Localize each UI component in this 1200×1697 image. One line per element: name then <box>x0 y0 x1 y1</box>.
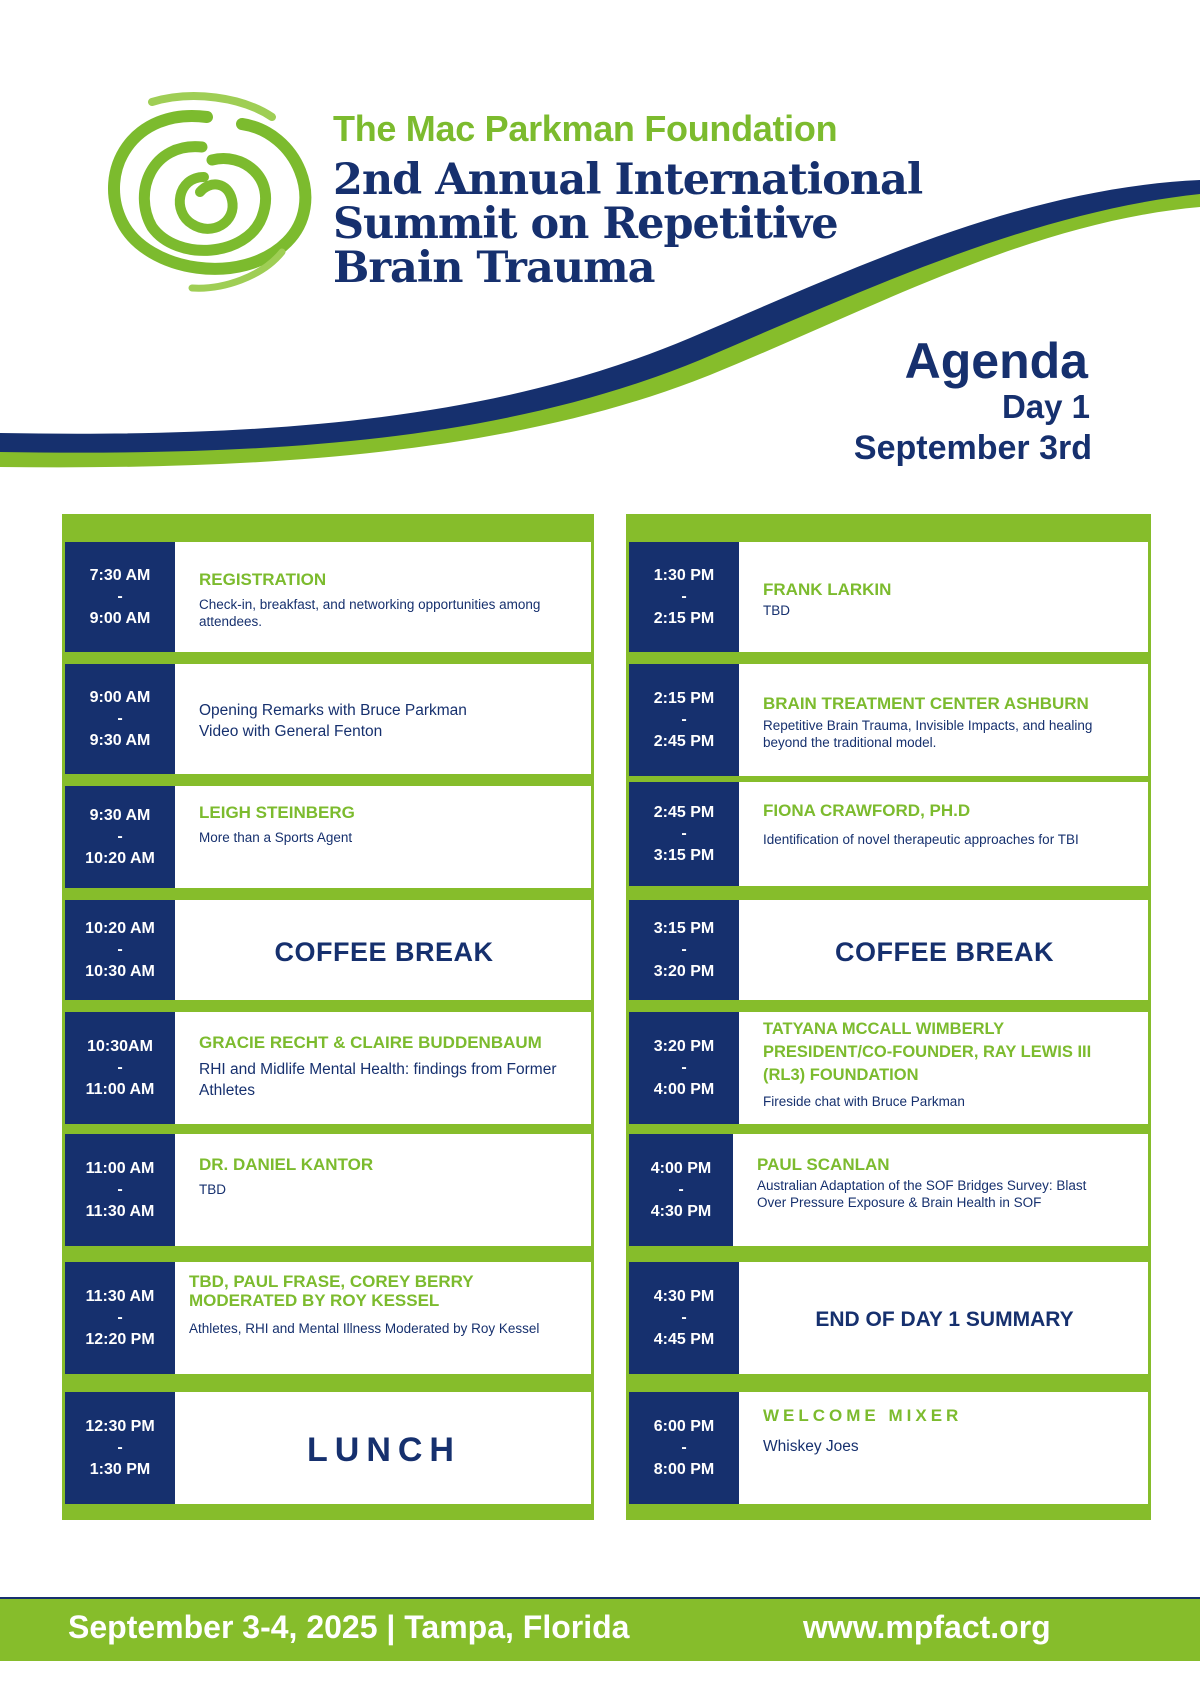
schedule-row <box>65 542 591 652</box>
start-time: 4:30 PM <box>653 1288 715 1305</box>
session-title: DR. DANIEL KANTOR <box>199 1155 374 1174</box>
session-details <box>175 786 591 888</box>
session-title: WELCOME MIXER <box>763 1406 963 1425</box>
session-description: TBD <box>763 603 790 618</box>
end-time: 3:15 PM <box>653 847 715 864</box>
session-title: FRANK LARKIN <box>763 580 892 599</box>
session-details <box>175 664 591 774</box>
schedule-row <box>629 1012 1148 1124</box>
session-details <box>739 1012 1148 1124</box>
session-description: Video with General Fenton <box>199 723 383 740</box>
session-details <box>739 782 1148 886</box>
session-description: TBD <box>199 1182 226 1197</box>
time-slot <box>629 900 739 1000</box>
end-time: 4:45 PM <box>653 1331 715 1348</box>
session-title: TATYANA MCCALL WIMBERLY PRESIDENT/CO-FOUNDER, RAY LEWIS III (RL3) FOUNDATION <box>763 1020 1092 1084</box>
schedule-row <box>65 900 591 1000</box>
session-details <box>739 1392 1148 1504</box>
schedule-row <box>65 786 591 888</box>
time-slot <box>629 782 739 886</box>
schedule-row <box>629 782 1148 886</box>
session-details <box>739 664 1148 776</box>
start-time: 4:00 PM <box>650 1160 712 1177</box>
session-description: Opening Remarks with Bruce Parkman <box>199 702 467 719</box>
start-time: 9:30 AM <box>89 807 151 824</box>
start-time: 11:00 AM <box>85 1160 155 1177</box>
summit-title <box>333 155 923 293</box>
coffee-break-title: COFFEE BREAK <box>834 936 1054 967</box>
end-time: 4:30 PM <box>650 1203 712 1220</box>
start-time: 3:20 PM <box>653 1038 715 1055</box>
session-details <box>175 1012 591 1124</box>
session-details <box>739 900 1148 1000</box>
end-time: 3:20 PM <box>653 963 715 980</box>
footer-dates-location: September 3-4, 2025 | Tampa, Florida <box>68 1609 630 1645</box>
time-slot <box>65 542 175 652</box>
session-title: REGISTRATION <box>199 569 327 589</box>
end-time: 8:00 PM <box>653 1461 715 1478</box>
time-dash: - <box>117 941 123 958</box>
time-dash: - <box>117 588 123 605</box>
spiral-logo <box>92 92 322 292</box>
schedule-row <box>629 1134 1148 1246</box>
time-slot <box>629 1012 739 1124</box>
schedule-row <box>65 1134 591 1246</box>
start-time: 2:45 PM <box>653 804 715 821</box>
end-time: 10:20 AM <box>85 850 155 867</box>
start-time: 7:30 AM <box>89 567 151 584</box>
time-slot <box>629 1134 733 1246</box>
time-dash: - <box>117 710 123 727</box>
end-time: 2:45 PM <box>653 733 715 750</box>
time-slot <box>65 1392 175 1504</box>
start-time: 10:30AM <box>87 1038 153 1055</box>
time-dash: - <box>117 1059 123 1076</box>
time-slot <box>65 664 175 774</box>
coffee-break-title: COFFEE BREAK <box>274 936 494 967</box>
start-time: 3:15 PM <box>653 920 715 937</box>
day-label: Day 1 <box>1001 388 1090 425</box>
time-slot <box>65 900 175 1000</box>
session-details <box>175 1262 591 1374</box>
time-slot <box>65 1012 175 1124</box>
summary-title: END OF DAY 1 SUMMARY <box>815 1308 1074 1331</box>
end-time: 11:30 AM <box>85 1203 155 1220</box>
end-time: 10:30 AM <box>85 963 155 980</box>
session-title: PAUL SCANLAN <box>757 1155 890 1174</box>
session-details <box>175 900 591 1000</box>
session-title: TBD, PAUL FRASE, COREY BERRY MODERATED BY ROY KESSEL <box>189 1272 474 1310</box>
footer-website-link[interactable]: www.mpfact.org <box>803 1609 1051 1645</box>
schedule-row <box>629 542 1148 652</box>
session-description: RHI and Midlife Mental Health: findings from Former Athletes <box>199 1061 557 1099</box>
time-slot <box>629 1262 739 1374</box>
summit-title-line: Brain Trauma <box>333 243 655 293</box>
session-details <box>175 1392 591 1504</box>
time-dash: - <box>117 828 123 845</box>
time-dash: - <box>678 1181 684 1198</box>
end-time: 12:20 PM <box>85 1331 155 1348</box>
start-time: 1:30 PM <box>653 567 715 584</box>
time-dash: - <box>681 1309 687 1326</box>
schedule-row <box>65 1262 591 1374</box>
summit-title-line: Summit on Repetitive <box>333 199 838 249</box>
session-details <box>733 1134 1148 1246</box>
start-time: 9:00 AM <box>89 689 151 706</box>
session-title: LEIGH STEINBERG <box>199 803 355 822</box>
schedule-column-morning <box>62 514 594 1520</box>
session-details <box>739 542 1148 652</box>
end-time: 11:00 AM <box>85 1081 155 1098</box>
start-time: 6:00 PM <box>653 1418 715 1435</box>
schedule-row <box>629 1392 1148 1504</box>
session-title: GRACIE RECHT & CLAIRE BUDDENBAUM <box>199 1033 542 1052</box>
time-slot <box>629 1392 739 1504</box>
schedule-row <box>65 664 591 774</box>
session-description: Check-in, breakfast, and networking opportunities among attendees. <box>199 596 541 629</box>
end-time: 4:00 PM <box>653 1081 715 1098</box>
lunch-title: LUNCH <box>307 1430 461 1469</box>
end-time: 2:15 PM <box>653 610 715 627</box>
start-time: 11:30 AM <box>85 1288 155 1305</box>
time-slot <box>65 1262 175 1374</box>
end-time: 1:30 PM <box>89 1461 151 1478</box>
session-description: Identification of novel therapeutic approaches for TBI <box>763 832 1079 847</box>
time-dash: - <box>117 1439 123 1456</box>
end-time: 9:00 AM <box>89 610 151 627</box>
time-slot <box>629 664 739 776</box>
time-dash: - <box>681 711 687 728</box>
schedule-row <box>65 1392 591 1504</box>
organization-name: The Mac Parkman Foundation <box>333 108 838 149</box>
time-dash: - <box>117 1309 123 1326</box>
time-slot <box>65 786 175 888</box>
summit-title-line: 2nd Annual International <box>333 155 923 205</box>
time-slot <box>629 542 739 652</box>
time-slot <box>65 1134 175 1246</box>
start-time: 10:20 AM <box>85 920 155 937</box>
time-dash: - <box>117 1181 123 1198</box>
schedule-row <box>629 900 1148 1000</box>
session-description: Australian Adaptation of the SOF Bridges Survey: Blast Over Pressure Exposure & Brain Health in SOF <box>757 1178 1087 1210</box>
agenda-title: Agenda <box>904 333 1088 389</box>
session-description: Repetitive Brain Trauma, Invisible Impacts, and healing beyond the traditional model. <box>763 718 1093 750</box>
session-title: FIONA CRAWFORD, PH.D <box>763 801 971 820</box>
session-details <box>175 1134 591 1246</box>
time-dash: - <box>681 588 687 605</box>
time-dash: - <box>681 1439 687 1456</box>
session-title: BRAIN TREATMENT CENTER ASHBURN <box>763 694 1089 713</box>
end-time: 9:30 AM <box>89 732 151 749</box>
session-description: Athletes, RHI and Mental Illness Moderated by Roy Kessel <box>189 1321 540 1336</box>
session-description: Whiskey Joes <box>763 1438 859 1455</box>
schedule-column-afternoon <box>626 514 1151 1520</box>
start-time: 2:15 PM <box>653 690 715 707</box>
time-dash: - <box>681 825 687 842</box>
session-description: More than a Sports Agent <box>199 830 353 845</box>
date-label: September 3rd <box>853 429 1092 467</box>
session-details <box>175 542 591 652</box>
session-description: Fireside chat with Bruce Parkman <box>763 1094 965 1109</box>
start-time: 12:30 PM <box>85 1418 155 1435</box>
session-details <box>739 1262 1148 1374</box>
schedule-row <box>629 1262 1148 1374</box>
schedule-row <box>629 664 1148 776</box>
time-dash: - <box>681 941 687 958</box>
schedule-row <box>65 1012 591 1124</box>
time-dash: - <box>681 1059 687 1076</box>
